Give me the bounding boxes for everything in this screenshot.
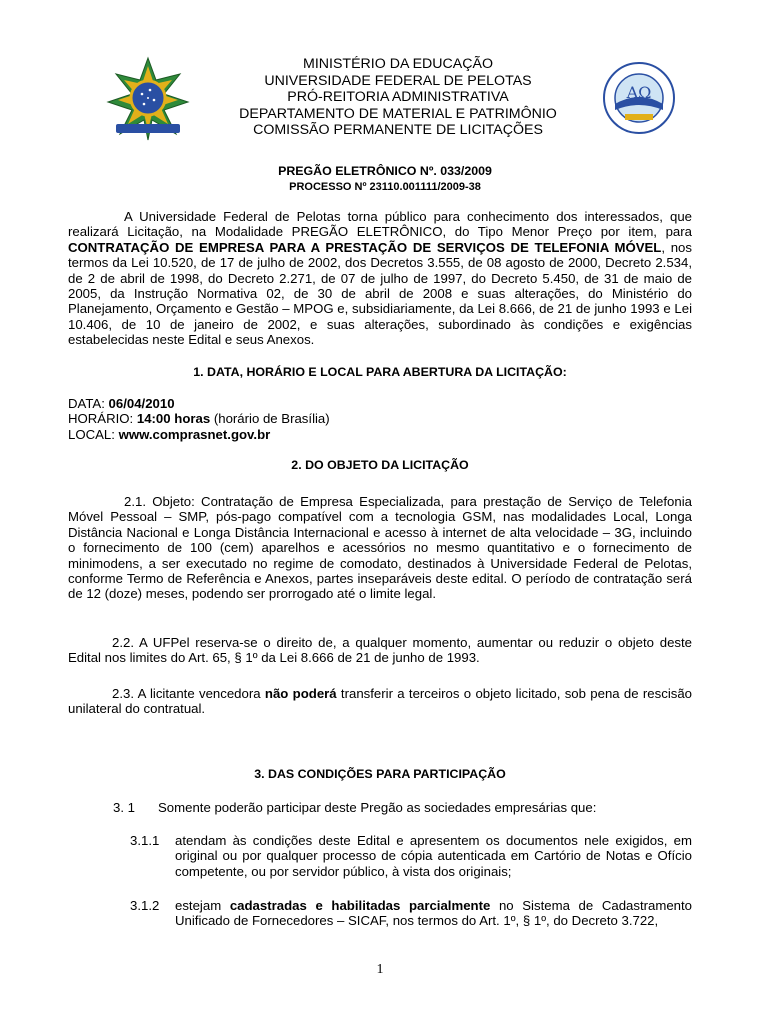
section-2-title: 2. DO OBJETO DA LICITAÇÃO (291, 458, 469, 472)
ufpel-seal-logo (600, 60, 678, 136)
page-number: 1 (376, 962, 384, 977)
paragraph-2-2: 2.2. A UFPel reserva-se o direito de, a qualquer momento, aumentar ou reduzir o objeto deste Edital nos limites do Art. 65, § 1º da Lei 8.666 de 21 de junho de 1993. (68, 635, 692, 666)
item-3-1-text: Somente poderão participar deste Pregão as sociedades empresárias que: (158, 800, 597, 815)
date-line (68, 396, 175, 411)
paragraph-2-1: 2.1. Objeto: Contratação de Empresa Especializada, para prestação de Serviço de Telefonia Móvel Pessoal – SMP, pós-pago compatível com a tecnologia GSM, nas modalidades Local, Longa Distância Nacional e Longa Distância Internacional e acesso à internet de alta velocidade – 3G, incluindo o fornecimento de 100 (cem) aparelhos e acessórios no mesmo quantitativo e o fornecimento de minimodens, a ser executado no regime de comodato, destinados à Universidade Federal de Pelotas, conforme Termo de Referência e Anexos, partes inseparáveis deste edital. O período de contratação será de 12 (doze) meses, podendo ser prorrogado até o limite legal. (68, 494, 692, 602)
header-ministry: MINISTÉRIO DA EDUCAÇÃO (303, 56, 493, 72)
time-note: (horário de Brasília) (210, 411, 330, 426)
item-3-1-number: 3. 1 (113, 800, 135, 815)
p23-text-a: 2.3. A licitante vencedora (112, 686, 265, 701)
paragraph-2-3 (68, 686, 692, 717)
header-commission: COMISSÃO PERMANENTE DE LICITAÇÕES (253, 122, 543, 138)
item-3-1-2-text (175, 898, 692, 929)
time-line (68, 411, 330, 426)
section-3-title: 3. DAS CONDIÇÕES PARA PARTICIPAÇÃO (254, 767, 506, 781)
p312-text-b: no Sistema de Cadastramento Unificado de Fornecedores – SICAF, nos termos do Art. 1º, § 1º, do Decreto 3.722, (175, 898, 693, 929)
time-label: HORÁRIO: (68, 411, 137, 426)
intro-bold: CONTRATAÇÃO DE EMPRESA PARA A PRESTAÇÃO DE SERVIÇOS DE TELEFONIA MÓVEL (68, 239, 662, 255)
header-university: UNIVERSIDADE FEDERAL DE PELOTAS (264, 72, 532, 89)
process-number: PROCESSO Nº 23110.001111/2009-38 (289, 181, 481, 193)
date-value: 06/04/2010 (108, 396, 175, 411)
location-line (68, 427, 270, 442)
location-label: LOCAL: (68, 427, 119, 442)
svg-text:AΩ: AΩ (626, 83, 652, 102)
date-label: DATA: (68, 396, 109, 411)
header-pro-reitoria: PRÓ-REITORIA ADMINISTRATIVA (287, 89, 509, 105)
item-3-1-2-number: 3.1.2 (130, 898, 160, 913)
p23-bold: não poderá (264, 686, 337, 701)
intro-paragraph (68, 209, 692, 348)
p312-bold: cadastradas e habilitadas parcialmente (229, 898, 491, 913)
header-department: DEPARTAMENTO DE MATERIAL E PATRIMÔNIO (239, 105, 557, 122)
intro-text-b: , nos termos da Lei 10.520, de 17 de julho de 2002, dos Decretos 3.555, de 08 agosto de 2000, Decreto 2.534, de 2 de abril de 1998, do Decreto 2.271, de 07 de julho de 1997, do Decreto 5.450, de 31 de maio de 2005, da Instrução Normativa 02, de 30 de abril de 2008 e suas alterações, do Ministério do Planejamento, Orçamento e Gestão – MPOG e, subsidiariamente, da Lei 8.666, de 21 de junho 1993 e Lei 10.406, de 10 de janeiro de 2002, e suas alterações, subordinado às condições e exigências estabelecidas neste Edital e seus Anexos. (68, 239, 692, 348)
intro-text-a: A Universidade Federal de Pelotas torna público para conhecimento dos interessados, que realizará Licitação, na Modalidade PREGÃO ELETRÔNICO, do Tipo Menor Preço por item, para (68, 209, 692, 240)
section-1-title: 1. DATA, HORÁRIO E LOCAL PARA ABERTURA DA LICITAÇÃO: (193, 365, 567, 379)
time-value: 14:00 horas (136, 411, 211, 426)
location-value: www.comprasnet.gov.br (118, 427, 271, 442)
p312-text-a: estejam (175, 898, 230, 913)
brazil-coat-of-arms-logo (104, 56, 192, 142)
item-3-1-1-number: 3.1.1 (130, 833, 160, 848)
item-3-1-1-text: atendam às condições deste Edital e apresentem os documentos nele exigidos, em original ou por qualquer processo de cópia autenticada em Cartório de Notas e Ofício competente, ou por servidor público, à vista dos originais; (175, 833, 692, 879)
p23-text-b: transferir a terceiros o objeto licitado, sob pena de rescisão unilateral do contratual. (68, 686, 693, 717)
document-title: PREGÃO ELETRÔNICO Nº. 033/2009 (278, 164, 492, 178)
